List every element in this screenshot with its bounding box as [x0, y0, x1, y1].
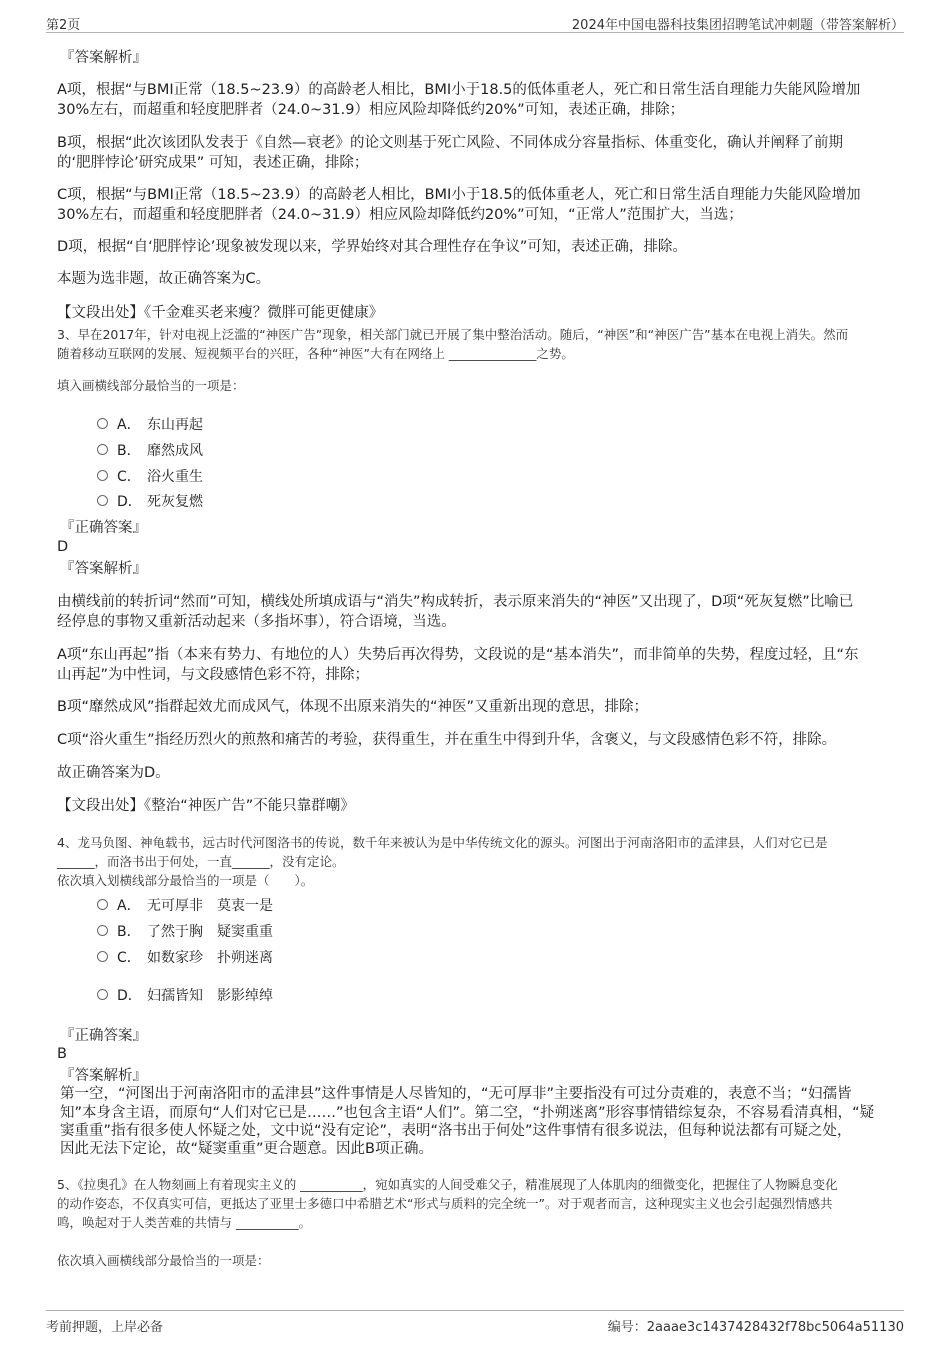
q4-answer: B [57, 1046, 67, 1062]
q5-stem-line3: 鸣，唤起对于人类苦难的共情与 __________。 [57, 1215, 311, 1230]
q2-source: 【文段出处】《千金难买老来瘦？微胖可能更健康》 [57, 305, 384, 321]
footer-slogan: 考前押题，上岸必备 [46, 1320, 164, 1335]
q3-option-a-analysis-line2: 山再起”为中性词，与文段感情色彩不符，排除； [57, 667, 370, 683]
radio-icon[interactable] [97, 418, 108, 429]
q4-analysis-line4: 因此无法下定论，故“疑窦重重”更合题意。因此B项正确。 [60, 1141, 433, 1157]
q4-analysis-line2: 知”本身含主语，而原句“人们对它已是……”也包含主语“人们”。第二空，“扑朔迷离”形容事情错综复杂，不容易看清真相，“疑 [60, 1105, 875, 1121]
q2-option-c-analysis-line2: 30%左右，而超重和轻度肥胖者（24.0~31.9）相应风险却降低约20%”可知，“正常人”范围扩大，当选； [57, 207, 743, 223]
q3-option-b[interactable]: B． 靡然成风 [97, 440, 203, 460]
radio-icon[interactable] [97, 951, 108, 962]
q2-conclusion: 本题为选非题，故正确答案为C。 [57, 271, 271, 287]
q2-option-a-analysis-line1: A项，根据“与BMI正常（18.5~23.9）的高龄老人相比，BMI小于18.5的低体重老人，死亡和日常生活自理能力失能风险增加 [57, 82, 861, 98]
radio-icon[interactable] [97, 925, 108, 936]
page-footer [46, 1310, 904, 1335]
q3-answer: D [57, 539, 69, 555]
q5-stem-line2: 的动作姿态，不仅真实可信，更抵达了亚里士多德口中希腊艺术“形式与质料的完全统一”。对于观者而言，这种现实主义也会引起强烈情感共 [57, 1196, 833, 1211]
q4-answer-title: 『正确答案』 [60, 1028, 147, 1044]
q3-option-a-analysis-line1: A项“东山再起”指（本来有势力、有地位的人）失势后再次得势，文段说的是“基本消失”，而非简单的失势，程度过轻，且“东 [57, 647, 859, 663]
q4-analysis-line3: 窦重重”指有很多使人怀疑之处，文中说“没有定论”，表明“洛书出于何处”这件事情有很多说法，但每种说法都有可疑之处， [60, 1123, 852, 1139]
q3-analysis-line1: 由横线前的转折词“然而”可知，横线处所填成语与“消失”构成转折，表示原来消失的“神医”又出现了，D项“死灰复燃”比喻已 [57, 594, 854, 610]
radio-icon[interactable] [97, 495, 108, 506]
q4-stem-line2: ______，而洛书出于何处，一直______，没有定论。 [57, 854, 345, 869]
q3-answer-title: 『正确答案』 [60, 520, 147, 536]
q5-prompt: 依次填入画横线部分最恰当的一项是： [57, 1253, 270, 1268]
q3-source: 【文段出处】《整治“神医广告”不能只靠群嘲》 [57, 798, 355, 814]
q4-option-b[interactable]: B． 了然于胸 疑窦重重 [97, 921, 273, 941]
q3-stem-line1: 3、早在2017年，针对电视上泛滥的“神医广告”现象，相关部门就已开展了集中整治活动。随后，“神医”和“神医广告”基本在电视上消失。然而 [57, 327, 849, 342]
document-title: 2024年中国电器科技集团招聘笔试冲刺题（带答案解析） [571, 18, 904, 33]
q3-prompt: 填入画横线部分最恰当的一项是： [57, 378, 245, 393]
q3-stem-line2: 随着移动互联网的发展、短视频平台的兴旺，各种“神医”大有在网络上 ______________之势。 [57, 346, 574, 361]
page-number: 第2页 [46, 18, 81, 33]
q2-option-d-analysis: D项，根据“自‘肥胖悖论’现象被发现以来，学界始终对其合理性存在争议”可知，表述正确，排除。 [57, 239, 687, 255]
radio-icon[interactable] [97, 899, 108, 910]
radio-icon[interactable] [97, 989, 108, 1000]
q3-option-d[interactable]: D． 死灰复燃 [97, 491, 203, 511]
q3-option-c-analysis: C项“浴火重生”指经历烈火的煎熬和痛苦的考验，获得重生，并在重生中得到升华，含褒义，与文段感情色彩不符，排除。 [57, 732, 837, 748]
q4-analysis-title: 『答案解析』 [60, 1068, 147, 1084]
q2-option-c-analysis-line1: C项，根据“与BMI正常（18.5~23.9）的高龄老人相比，BMI小于18.5的低体重老人，死亡和日常生活自理能力失能风险增加 [57, 187, 861, 203]
q4-stem-line1: 4、龙马负图、神龟载书，远古时代河图洛书的传说，数千年来被认为是中华传统文化的源头。河图出于河南洛阳市的孟津县，人们对它已是 [57, 835, 828, 850]
q2-option-b-analysis-line1: B项，根据“此次该团队发表于《自然—衰老》的论文则基于死亡风险、不同体成分容量指标、体重变化，确认并阐释了前期 [57, 135, 843, 151]
q3-option-a[interactable]: A． 东山再起 [97, 414, 203, 434]
q2-option-a-analysis-line2: 30%左右，而超重和轻度肥胖者（24.0~31.9）相应风险却降低约20%”可知，表述正确，排除； [57, 102, 685, 118]
radio-icon[interactable] [97, 470, 108, 481]
radio-icon[interactable] [97, 444, 108, 455]
q3-analysis-line2: 经停息的事物又重新活动起来（多指坏事），符合语境，当选。 [57, 614, 456, 630]
q2-option-b-analysis-line2: 的‘肥胖悖论’研究成果” 可知，表述正确，排除； [57, 155, 369, 171]
q2-analysis-title: 『答案解析』 [60, 50, 147, 66]
q4-option-c[interactable]: C． 如数家珍 扑朔迷离 [97, 947, 273, 967]
q4-option-a[interactable]: A． 无可厚非 莫衷一是 [97, 895, 273, 915]
q4-option-d[interactable]: D． 妇孺皆知 影影绰绰 [97, 985, 273, 1005]
q3-option-c[interactable]: C． 浴火重生 [97, 466, 203, 486]
page-header [46, 10, 904, 33]
q5-stem-line1: 5、《拉奥孔》在人物刻画上有着现实主义的 __________，宛如真实的人间受难父子，精准展现了人体肌肉的细微变化，把握住了人物瞬息变化 [57, 1177, 838, 1192]
q3-conclusion: 故正确答案为D。 [57, 765, 170, 781]
q4-analysis-line1: 第一空，“河图出于河南洛阳市的孟津县”这件事情是人尽皆知的，“无可厚非”主要指没有可过分责难的，表意不当；“妇孺皆 [60, 1086, 852, 1102]
q3-option-b-analysis: B项“靡然成风”指群起效尤而成风气，体现不出原来消失的“神医”又重新出现的意思，排除； [57, 699, 648, 715]
document-serial-number: 编号：2aaae3c1437428432f78bc5064a51130 [607, 1320, 904, 1335]
q4-prompt: 依次填入划横线部分最恰当的一项是（ ）。 [57, 873, 314, 888]
q3-analysis-title: 『答案解析』 [60, 561, 147, 577]
